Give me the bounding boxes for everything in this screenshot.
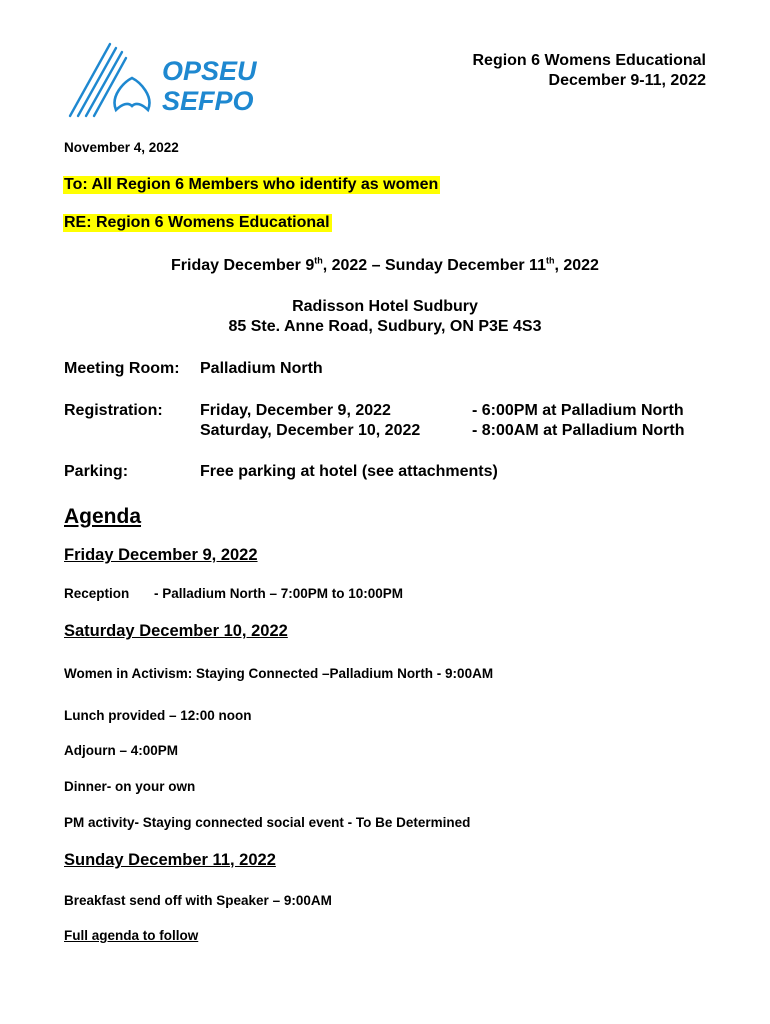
reception-value: - Palladium North – 7:00PM to 10:00PM bbox=[154, 586, 404, 601]
logo-stripes bbox=[70, 44, 126, 116]
sunday-heading: Sunday December 11, 2022 bbox=[64, 851, 276, 869]
registration-time-2: - 8:00AM at Palladium North bbox=[472, 422, 685, 439]
venue-name: Radisson Hotel Sudbury bbox=[292, 298, 478, 315]
reception-label: Reception bbox=[64, 586, 130, 601]
registration-day-1: Friday, December 9, 2022 bbox=[200, 402, 391, 419]
letter-date: November 4, 2022 bbox=[64, 140, 179, 155]
parking-value: Free parking at hotel (see attachments) bbox=[200, 463, 498, 480]
saturday-heading: Saturday December 10, 2022 bbox=[64, 622, 288, 640]
registration-day-2: Saturday, December 10, 2022 bbox=[200, 422, 421, 439]
saturday-item-1: Women in Activism: Staying Connected –Palladium North - 9:00AM bbox=[64, 666, 494, 681]
agenda-heading: Agenda bbox=[64, 505, 142, 528]
event-title: Region 6 Womens Educational bbox=[472, 52, 706, 69]
parking-label: Parking: bbox=[64, 463, 129, 480]
letter-to: To: All Region 6 Members who identify as women bbox=[64, 176, 439, 193]
letter-re: RE: Region 6 Womens Educational bbox=[64, 214, 330, 231]
logo-text-line1: OPSEU bbox=[162, 56, 257, 86]
logo-trillium bbox=[115, 78, 150, 110]
friday-heading: Friday December 9, 2022 bbox=[64, 546, 258, 564]
event-dates: December 9-11, 2022 bbox=[548, 72, 706, 89]
dates-sup1: th bbox=[314, 255, 323, 266]
saturday-item-2: Lunch provided – 12:00 noon bbox=[64, 708, 252, 723]
sunday-item-1: Breakfast send off with Speaker – 9:00AM bbox=[64, 893, 332, 908]
dates-part2: , 2022 – Sunday December 11 bbox=[322, 257, 546, 274]
logo-text-line2: SEFPO bbox=[162, 86, 254, 116]
full-agenda-link: Full agenda to follow bbox=[64, 928, 199, 943]
dates-part1: Friday December 9 bbox=[171, 257, 315, 274]
venue-address: 85 Ste. Anne Road, Sudbury, ON P3E 4S3 bbox=[228, 318, 542, 335]
meeting-room-value: Palladium North bbox=[200, 360, 323, 377]
meeting-room-label: Meeting Room: bbox=[64, 360, 180, 377]
registration-label: Registration: bbox=[64, 402, 163, 419]
opseu-sefpo-logo bbox=[66, 36, 258, 120]
registration-time-1: - 6:00PM at Palladium North bbox=[472, 402, 684, 419]
saturday-item-5: PM activity- Staying connected social event - To Be Determined bbox=[64, 815, 471, 830]
dates-part3: , 2022 bbox=[554, 257, 599, 274]
saturday-item-4: Dinner- on your own bbox=[64, 779, 196, 794]
dates-sup2: th bbox=[545, 255, 555, 266]
saturday-item-3: Adjourn – 4:00PM bbox=[64, 743, 179, 758]
event-dates-line bbox=[0, 257, 770, 275]
